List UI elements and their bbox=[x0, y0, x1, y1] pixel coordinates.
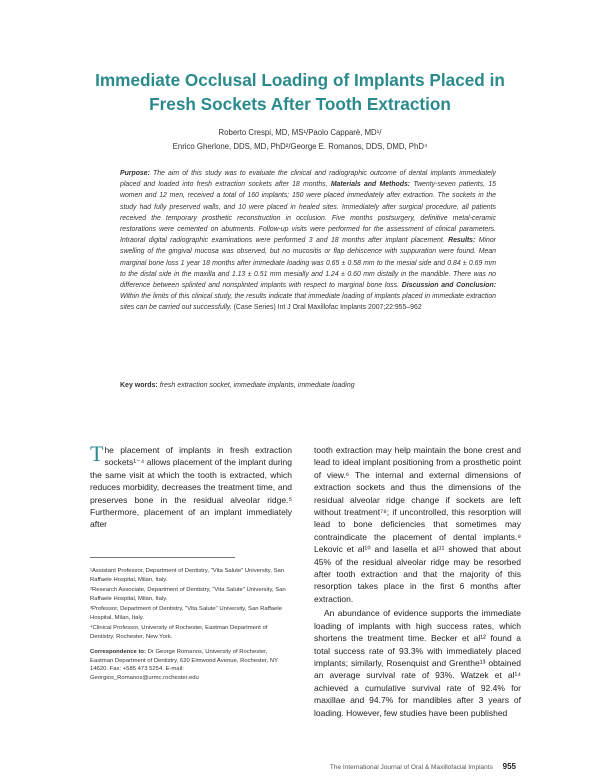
abstract bbox=[120, 168, 496, 314]
body-paragraph bbox=[90, 441, 292, 531]
abstract-conclusion-label: Discussion and Conclusion: bbox=[401, 282, 496, 290]
authors-line-1: Roberto Crespi, MD, MS¹/Paolo Capparè, MD¹/ bbox=[218, 128, 382, 137]
footnote-divider bbox=[90, 557, 235, 558]
footnote-1: ¹Assistant Professor, Department of Dentistry, "Vita Salute" University, San Raffaele Hospital, Milan, Italy. bbox=[90, 568, 285, 583]
keywords-label: Key words: bbox=[120, 382, 158, 389]
page-number: 955 bbox=[502, 762, 516, 771]
page-footer bbox=[260, 762, 516, 771]
correspondence-label: Correspondence to: bbox=[90, 648, 146, 655]
abstract-citation: (Case Series) Int J Oral Maxillofac Implants 2007;22:955–962 bbox=[233, 304, 422, 312]
footnote-2: ²Research Associate, Department of Dentistry, "Vita Salute" University, San Raffaele Hospital, Milan, Italy. bbox=[90, 587, 286, 602]
correspondence bbox=[90, 648, 290, 683]
abstract-purpose-label: Purpose: bbox=[120, 170, 150, 177]
abstract-methods-label: Materials and Methods: bbox=[330, 181, 411, 189]
author-list bbox=[70, 126, 530, 154]
abstract-purpose-text: The aim of this study was to evaluate the clinical and radiographic outcome of dental implants immediately placed and loaded into fresh extraction sockets after 18 months. bbox=[120, 170, 496, 189]
footnotes bbox=[90, 567, 290, 685]
body-right-p1: tooth extraction may help maintain the bone crest and lead to ideal implant positioning from a prosthetic point of view.⁶ The internal and external dimensions of extraction sockets and thus the dimensions of the residual alveolar ridge change if sockets are left without treatment⁷⁸; if uncontrolled, this resorption will lead to bone deficiencies that sometimes may contraindicate the placement of dental implants.⁹ Lekovic et al¹⁰ and Iasella et al¹¹ showed that about 45% of the residual alveolar ridge may be resorbed after tooth extraction and that the majority of this resorption takes place in the first 6 months after extraction. bbox=[314, 445, 521, 604]
article-title bbox=[50, 68, 550, 116]
keywords-text: fresh extraction socket, immediate implants, immediate loading bbox=[159, 382, 355, 389]
title-line-1: Immediate Occlusal Loading of Implants Placed in bbox=[95, 70, 505, 90]
footnote-4: ⁴Clinical Professor, University of Rochester, Eastman Department of Dentistry, Rochester, New York. bbox=[90, 625, 268, 641]
drop-cap: T bbox=[90, 441, 104, 466]
correspondence-text: Dr George Romanos, University of Rochester, Eastman Department of Dentistry, 620 Elmwood Avenue, Rochester, NY 14620. Fax: +585 473 5254. E-mail: Georgios_Romanos@urmc.rochester.edu bbox=[90, 648, 278, 682]
title-line-2: Fresh Sockets After Tooth Extraction bbox=[149, 94, 451, 114]
abstract-results-text: Minor swelling of the gingival mucosa was observed, but no mucositis or flap dehiscence with suppuration were found. Mean marginal bone loss 1 year 18 months after immediate loading was 0.65 ± 0.58 mm to the mesial side and 0.84 ± 0.69 mm to the distal side in the maxilla and 1.13 ± 0.51 mm mesially and 1.24 ± 0.60 mm distally in the mandible. There was no difference between splinted and nonsplinted implants with respect to marginal bone loss. bbox=[120, 237, 496, 290]
body-column-right bbox=[314, 444, 521, 719]
abstract-conclusion-text: Within the limits of this clinical study, the results indicate that immediate loading of implants placed in immediate extraction sites can be carried out successfully. bbox=[120, 293, 496, 312]
keywords bbox=[120, 380, 496, 391]
body-left-p1-text: he placement of implants in fresh extraction sockets¹⁻⁴ allows placement of the implant during the same visit at which the tooth is extracted, which reduces morbidity, decreases the treatment time, and preserves bone in the residual alveolar ridge.⁵ Furthermore, placement of an implant immediately after bbox=[90, 445, 292, 530]
body-right-p2: An abundance of evidence supports the immediate loading of implants with high success rates, which shortens the treatment time. Becker et al¹² found a total success rate of 93.3% with immediately placed implants; similarly, Rosenquist and Grenthe¹³ obtained an average survival rate of 93%. Watzek et al¹⁴ achieved a cumulative survival rate of 92.4% for maxillae and 94.7% for mandibles after 3 years of loading. However, few studies have been published bbox=[314, 608, 521, 718]
footnote-3: ³Professor, Department of Dentistry, "Vita Salute" University, San Raffaele Hospital, Milan, Italy. bbox=[90, 606, 283, 621]
abstract-methods-text: Twenty-seven patients, 15 women and 12 men, received a total of 160 implants; 150 were placed immediately after extraction. The sockets in the study had fully preserved walls, and 10 were placed in healed sites. Immediately after surgical procedure, all patients received the temporary prosthetic reconstruction in occlusion. Five months postsurgery, definitive metal-ceramic restorations were cemented on abutments. Follow-up visits were performed for the assessment of clinical parameters. Intraoral digital radiographic examinations were performed 3 and 18 months after implant placement. bbox=[120, 181, 497, 245]
abstract-results-label: Results: bbox=[448, 237, 476, 245]
authors-line-2: Enrico Gherlone, DDS, MD, PhD²/George E. Romanos, DDS, DMD, PhD⁴ bbox=[172, 142, 428, 151]
body-column-left bbox=[90, 441, 292, 531]
footer-journal: The International Journal of Oral & Maxillofacial Implants bbox=[329, 764, 493, 771]
